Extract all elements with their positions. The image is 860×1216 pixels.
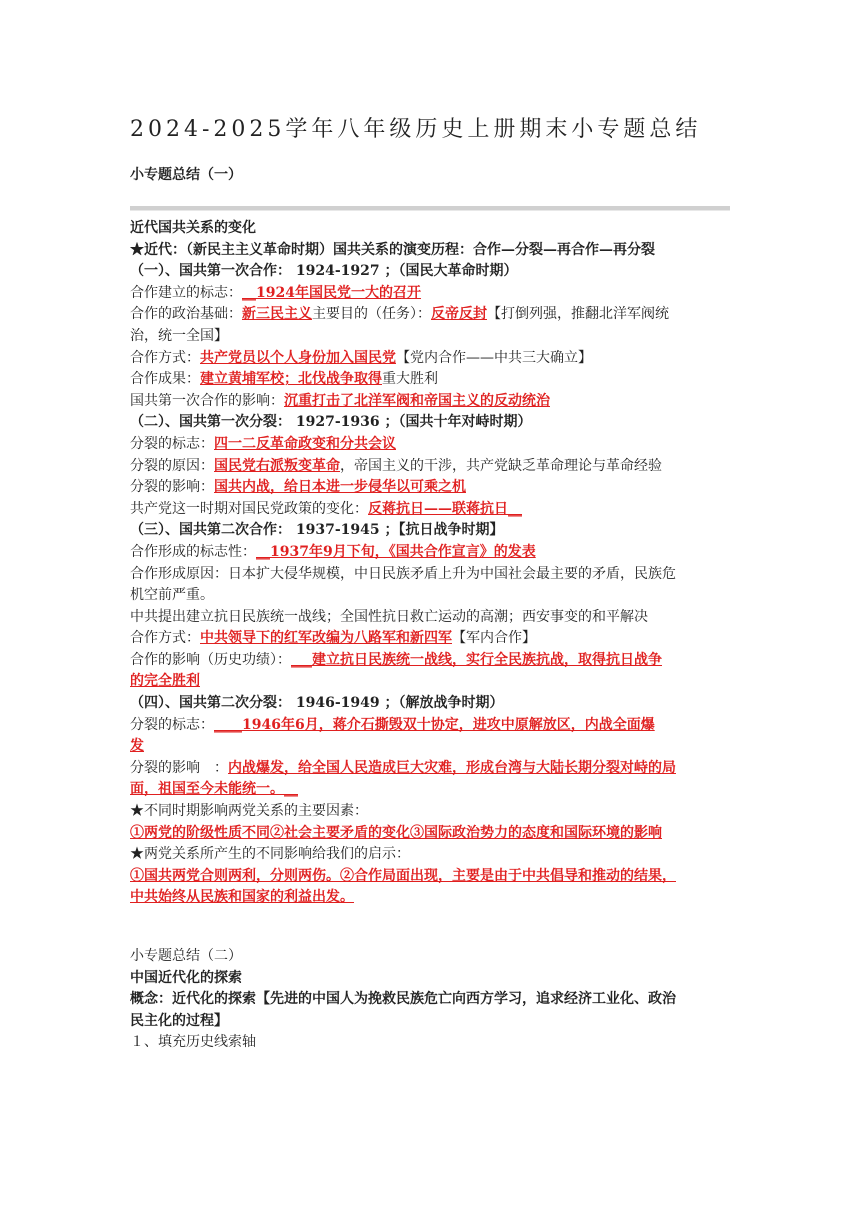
- p1-method-line: 合作方式：共产党员以个人身份加入国民党【党内合作——中共三大确立】: [130, 349, 592, 366]
- p3-reason-line2: 机空前严重。: [130, 587, 214, 604]
- concept-line2: 民主化的过程】: [130, 1012, 228, 1029]
- divider: [130, 206, 730, 211]
- p1-basis-line: 合作的政治基础：新三民主义主要目的（任务）：反帝反封【打倒列强，推翻北洋军阀统: [130, 306, 669, 323]
- p2-reason-line: 分裂的原因：国民党右派叛变革命，帝国主义的干涉，共产党缺乏革命理论与革命经验: [130, 457, 662, 474]
- concept-line1: 概念：近代化的探索【先进的中国人为挽救民族危亡向西方学习，追求经济工业化、政治: [130, 991, 676, 1008]
- period4-heading: （四）、国共第二次分裂： 1946-1949 ；（解放战争时期）: [130, 695, 504, 712]
- p3-mark-line: 合作形成的标志性：__1937年9月下旬，《国共合作宣言》的发表: [130, 543, 536, 560]
- section1-heading: 小专题总结（一）: [130, 167, 242, 183]
- lessons-label: ★两党关系所产生的不同影响给我们的启示：: [130, 846, 410, 863]
- section2-heading: 小专题总结（二）: [130, 948, 242, 964]
- factors-value: ①两党的阶级性质不同②社会主要矛盾的变化③国际政治势力的态度和国际环境的影响: [130, 824, 662, 841]
- p1-basis-line2: 治，统一全国】: [130, 327, 228, 344]
- p1-mark-line: 合作建立的标志：__1924年国民党一大的召开: [130, 284, 421, 301]
- overview-line: ★近代：（新民主主义革命时期）国共关系的演变历程：合作—分裂—再合作—再分裂: [130, 241, 655, 258]
- p2-impact-line: 分裂的影响：国共内战，给日本进一步侵华以可乘之机: [130, 479, 466, 496]
- p3-impact-line: 合作的影响（历史功绩）：___建立抗日民族统一战线，实行全民族抗战，取得抗日战争: [130, 651, 662, 668]
- p4-impact-line: 分裂的影响 ：内战爆发，给全国人民造成巨大灾难，形成台湾与大陆长期分裂对峙的局: [130, 759, 676, 776]
- p1-impact-line: 国共第一次合作的影响：沉重打击了北洋军阀和帝国主义的反动统治: [130, 392, 550, 409]
- p4-impact-line2: 面，祖国至今未能统一。__: [130, 781, 298, 798]
- p3-method-line: 合作方式：中共领导下的红军改编为八路军和新四军【军内合作】: [130, 630, 536, 647]
- lessons-value1: ①国共两党合则两利，分则两伤。②合作局面出现，主要是由于中共倡导和推动的结果，: [130, 867, 676, 884]
- section2-body: [130, 946, 732, 1054]
- period3-heading: （三）、国共第二次合作： 1937-1945 ；【抗日战争时期】: [130, 522, 504, 539]
- p4-mark-line: 分裂的标志：____1946年6月，蒋介石撕毁双十协定，进攻中原解放区，内战全面爆: [130, 716, 655, 733]
- p4-mark-line2: 发: [130, 738, 144, 755]
- document-title: 2024-2025学年八年级历史上册期末小专题总结: [130, 117, 702, 142]
- section1-body: [130, 218, 732, 909]
- p2-mark-line: 分裂的标志：四一二反革命政变和分共会议: [130, 435, 396, 452]
- lessons-value2: 中共始终从民族和国家的利益出发。: [130, 889, 354, 906]
- p3-reason-line1: 合作形成原因：日本扩大侵华规模，中日民族矛盾上升为中国社会最主要的矛盾，民族危: [130, 565, 676, 582]
- p2-change-line: 共产党这一时期对国民党政策的变化：反蒋抗日——联蒋抗日__: [130, 500, 522, 517]
- factors-label: ★不同时期影响两党关系的主要因素：: [130, 803, 368, 820]
- topic2-heading: 中国近代化的探索: [130, 969, 242, 986]
- p1-result-line: 合作成果：建立黄埔军校；北伐战争取得重大胜利: [130, 371, 438, 388]
- p3-reason-line3: 中共提出建立抗日民族统一战线；全国性抗日救亡运动的高潮；西安事变的和平解决: [130, 608, 648, 625]
- period2-heading: （二）、国共第一次分裂： 1927-1936 ；（国共十年对峙时期）: [130, 414, 532, 431]
- topic-heading: 近代国共关系的变化: [130, 220, 256, 236]
- task-line: １、填充历史线索轴: [130, 1034, 256, 1051]
- period1-heading: （一）、国共第一次合作： 1924-1927 ；（国民大革命时期）: [130, 263, 518, 280]
- p3-impact-line2: 的完全胜利: [130, 673, 200, 690]
